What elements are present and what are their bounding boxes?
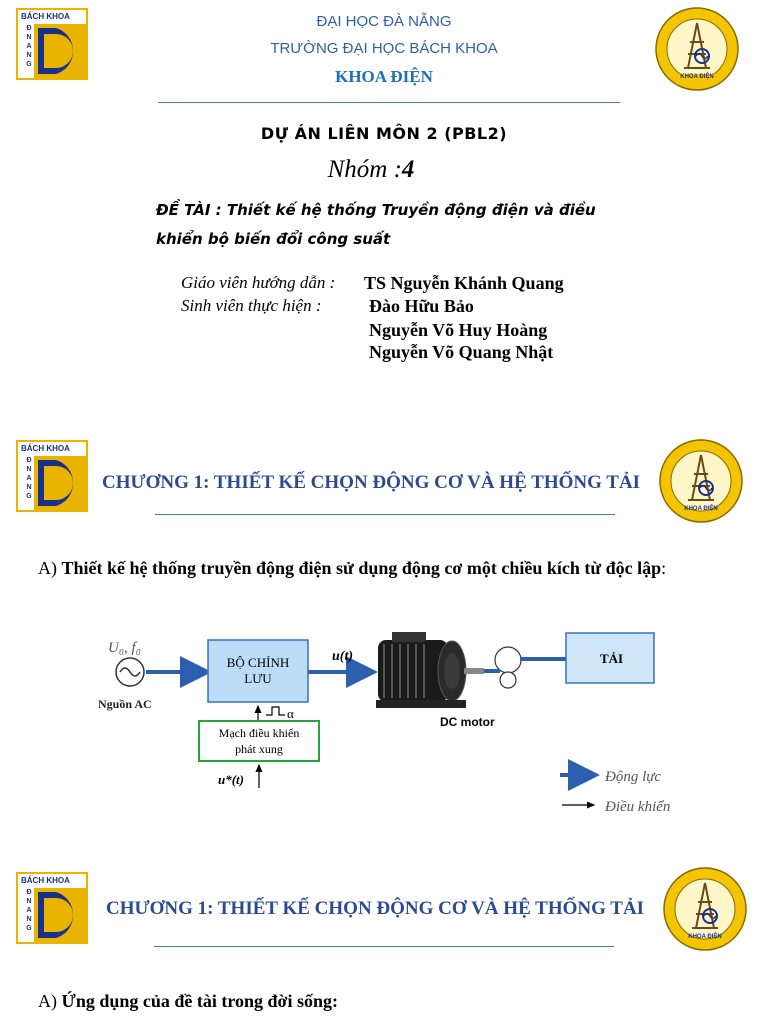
- seal-bottom-text: KHOA ĐIỆN: [684, 506, 718, 512]
- dc-motor-icon: [376, 632, 484, 708]
- faculty-name: KHOA ĐIỆN: [335, 67, 433, 86]
- advisor-label: Giáo viên hướng dẫn :: [181, 273, 336, 292]
- topic-line-1: ĐỀ TÀI : Thiết kế hệ thống Truyền động điện và điều: [156, 201, 596, 219]
- legend-power-label: Động lực: [605, 769, 662, 785]
- source-caption: Nguồn AC: [98, 697, 152, 711]
- section-item: A) Thiết kế hệ thống truyền động điện sử dụng động cơ một chiều kích từ độc lập:: [38, 558, 667, 578]
- pulse-generator-label: phát xung: [235, 742, 283, 756]
- group-number: 4: [401, 156, 415, 183]
- logo-text: BÁCH KHOA: [21, 876, 70, 885]
- student-name: Nguyễn Võ Huy Hoàng: [369, 320, 548, 340]
- school-name: TRƯỜNG ĐẠI HỌC BÁCH KHOA: [270, 40, 498, 57]
- coupling-icon: [495, 647, 521, 688]
- motor-caption: DC motor: [440, 715, 495, 729]
- bach-khoa-logo: [16, 440, 88, 512]
- chapter-heading: CHƯƠNG 1: THIẾT KẾ CHỌN ĐỘNG CƠ VÀ HỆ THỐNG TẢI: [102, 472, 641, 493]
- reference-label: u*(t): [218, 772, 244, 787]
- advisor-name: TS Nguyễn Khánh Quang: [364, 273, 564, 293]
- load-label: TẢI: [600, 651, 624, 666]
- pulse-generator-label: Mạch điều khiển: [218, 726, 300, 740]
- logo-text: BÁCH KHOA: [21, 12, 70, 21]
- logo-letters: Đ N A N G: [26, 889, 32, 932]
- rectifier-label: LƯU: [244, 671, 272, 686]
- chapter-divider: [155, 514, 615, 515]
- group-label: Nhóm :: [327, 156, 402, 183]
- source-label: U₀, f₀: [108, 640, 141, 656]
- student-name: Đào Hữu Bảo: [369, 296, 474, 316]
- legend-control-label: Điều khiển: [605, 799, 671, 815]
- header-divider: [158, 102, 620, 103]
- logo-letters: Đ N A N G: [26, 457, 32, 500]
- students-label: Sinh viên thực hiện :: [181, 296, 322, 315]
- topic-line-2: khiển bộ biến đổi công suất: [156, 230, 391, 248]
- logo-letters: Đ N A N G: [26, 25, 32, 68]
- logo-emblem: [34, 888, 86, 942]
- rectifier-label: BỘ CHỈNH: [226, 655, 290, 670]
- chapter-heading: CHƯƠNG 1: THIẾT KẾ CHỌN ĐỘNG CƠ VÀ HỆ THỐNG TẢI: [106, 898, 645, 919]
- bach-khoa-logo: [16, 872, 88, 944]
- output-label: u(t): [332, 649, 353, 664]
- project-title: DỰ ÁN LIÊN MÔN 2 (PBL2): [260, 124, 508, 143]
- seal-bottom-text: KHOA ĐIỆN: [680, 74, 714, 80]
- ac-source-icon: [116, 658, 144, 686]
- drive-system-diagram: [0, 600, 768, 830]
- seal-bottom-text: KHOA ĐIỆN: [688, 934, 722, 940]
- university-name: ĐẠI HỌC ĐÀ NẴNG: [316, 13, 452, 30]
- student-name: Nguyễn Võ Quang Nhật: [369, 342, 554, 362]
- alpha-label: α: [287, 706, 294, 721]
- section-item: A) Ứng dụng của đề tài trong đời sống:: [38, 991, 339, 1011]
- logo-text: BÁCH KHOA: [21, 444, 70, 453]
- logo-emblem: [34, 456, 86, 510]
- pulse-icon: [266, 707, 285, 715]
- chapter-divider: [154, 946, 614, 947]
- group-heading: [0, 156, 742, 184]
